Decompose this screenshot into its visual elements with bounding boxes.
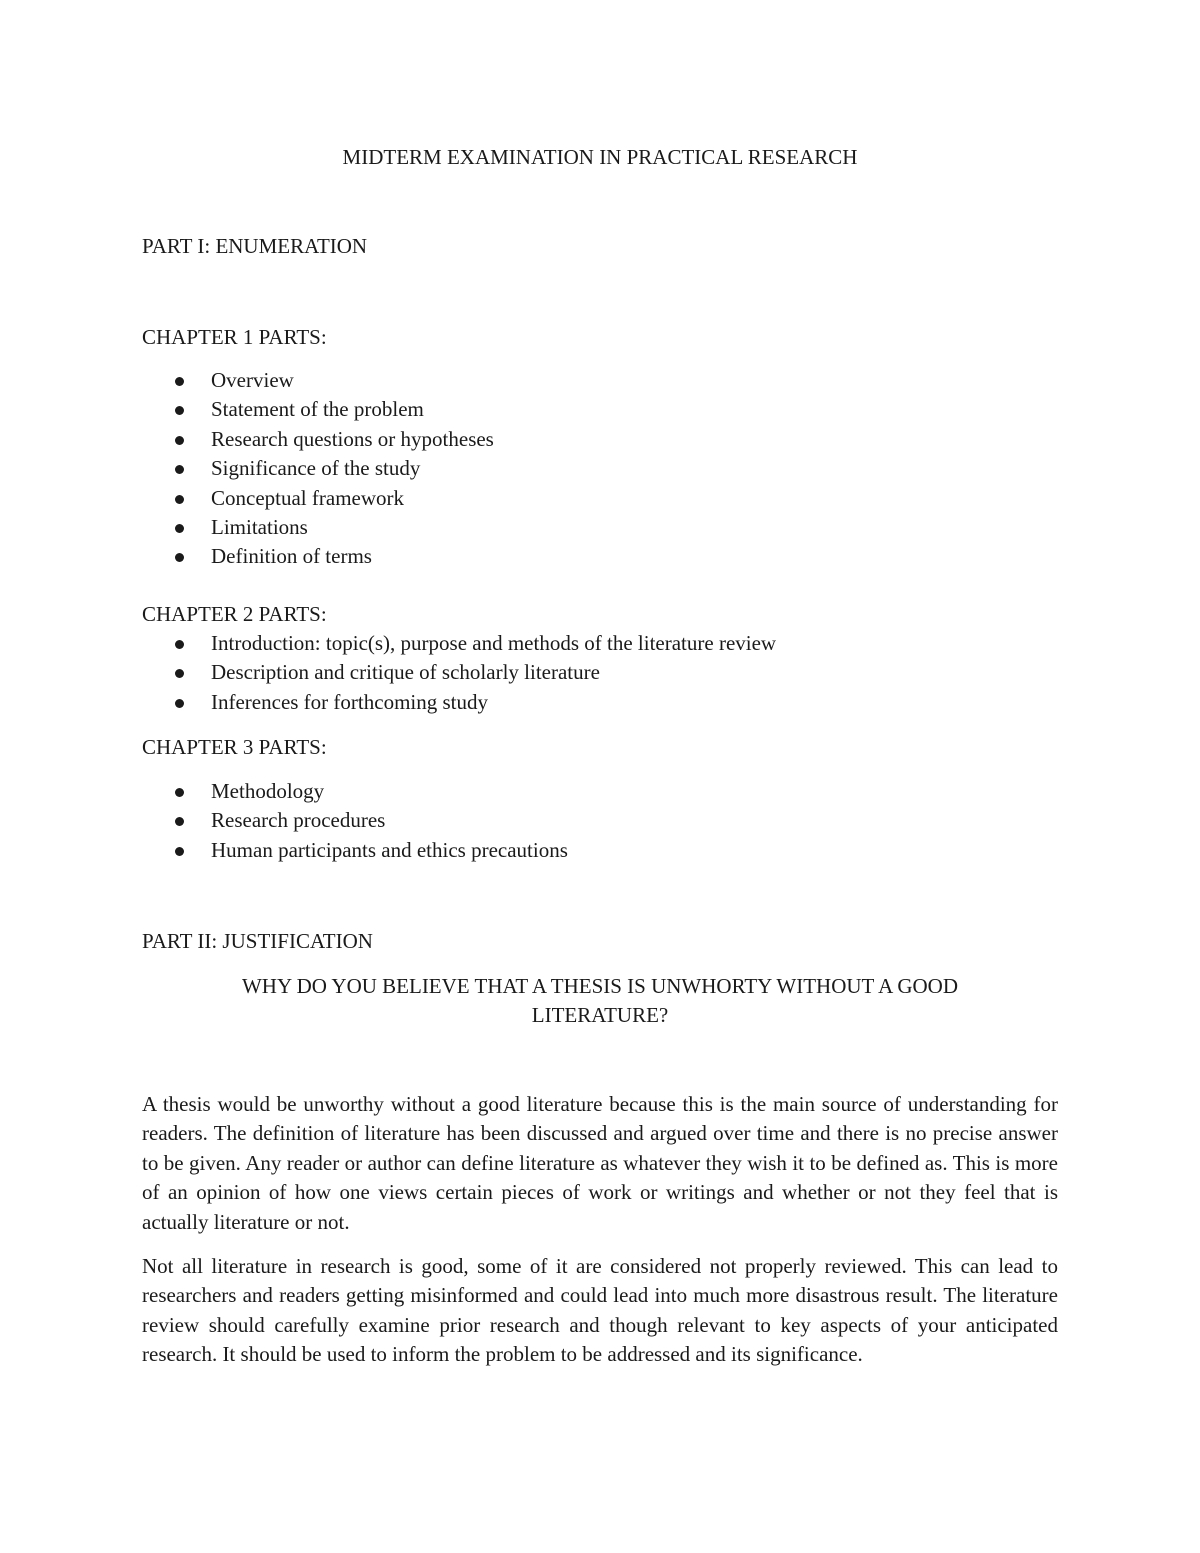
- list-item-text: Statement of the problem: [211, 397, 424, 422]
- list-item: [142, 513, 494, 542]
- answer-paragraph-1: A thesis would be unworthy without a good literature because this is the main source of understanding for readers. The definition of literature has been discussed and argued over time and there is no precise answer to be given. Any reader or author can define literature as whatever they wish it to be defined as. This is more of an opinion of how one views certain pieces of work or writings and whether or not they feel that is actually literature or not.: [142, 1092, 1058, 1234]
- list-item-text: Inferences for forthcoming study: [211, 689, 488, 714]
- chapter-2-list: [142, 629, 776, 717]
- list-item: [142, 688, 776, 717]
- list-item: [142, 366, 494, 395]
- list-item: [142, 542, 494, 571]
- list-item: [142, 806, 568, 835]
- list-item: [142, 454, 494, 483]
- part-1-heading: PART I: ENUMERATION: [142, 234, 368, 258]
- list-item: [142, 658, 776, 687]
- bullet-icon: [175, 465, 184, 474]
- list-item: [142, 629, 776, 658]
- bullet-icon: [175, 847, 184, 856]
- chapter-1-heading: CHAPTER 1 PARTS:: [142, 325, 327, 349]
- list-item-text: Introduction: topic(s), purpose and methods of the literature review: [211, 631, 777, 655]
- bullet-icon: [175, 640, 184, 649]
- justification-question: WHY DO YOU BELIEVE THAT A THESIS IS UNWHORTY WITHOUT A GOOD LITERATURE?: [241, 974, 959, 1027]
- bullet-icon: [175, 699, 184, 708]
- list-item-text: Limitations: [211, 514, 308, 539]
- bullet-icon: [175, 406, 184, 415]
- answer-paragraph-2: Not all literature in research is good, some of it are considered not properly reviewed. This can lead to researchers and readers getting misinformed and could lead into much more disastrous result. The literature review should carefully examine prior research and though relevant to key aspects of your anticipated research. It should be used to inform the problem to be addressed and its significance.: [142, 1254, 1058, 1367]
- bullet-icon: [175, 524, 184, 533]
- list-item-text: Significance of the study: [211, 456, 421, 481]
- list-item-text: Overview: [211, 368, 294, 392]
- chapter-2-heading: CHAPTER 2 PARTS:: [142, 602, 327, 626]
- bullet-icon: [175, 377, 184, 386]
- list-item-text: Conceptual framework: [211, 485, 405, 510]
- chapter-1-list: [142, 366, 494, 572]
- list-item-text: Research questions or hypotheses: [211, 426, 494, 451]
- bullet-icon: [175, 669, 184, 678]
- list-item: [142, 425, 494, 454]
- document-title: MIDTERM EXAMINATION IN PRACTICAL RESEARCH: [342, 145, 858, 169]
- chapter-3-list: [142, 777, 568, 865]
- list-item: [142, 484, 494, 513]
- bullet-icon: [175, 553, 184, 562]
- bullet-icon: [175, 436, 184, 445]
- bullet-icon: [175, 495, 184, 504]
- list-item: [142, 777, 568, 806]
- list-item-text: Research procedures: [211, 808, 386, 833]
- list-item-text: Methodology: [211, 779, 325, 803]
- list-item-text: Human participants and ethics precautions: [211, 837, 568, 862]
- bullet-icon: [175, 817, 184, 826]
- list-item-text: Definition of terms: [211, 544, 372, 569]
- list-item: [142, 836, 568, 865]
- bullet-icon: [175, 788, 184, 797]
- list-item: [142, 395, 494, 424]
- list-item-text: Description and critique of scholarly literature: [211, 660, 600, 685]
- chapter-3-heading: CHAPTER 3 PARTS:: [142, 735, 327, 759]
- part-2-heading: PART II: JUSTIFICATION: [142, 929, 373, 953]
